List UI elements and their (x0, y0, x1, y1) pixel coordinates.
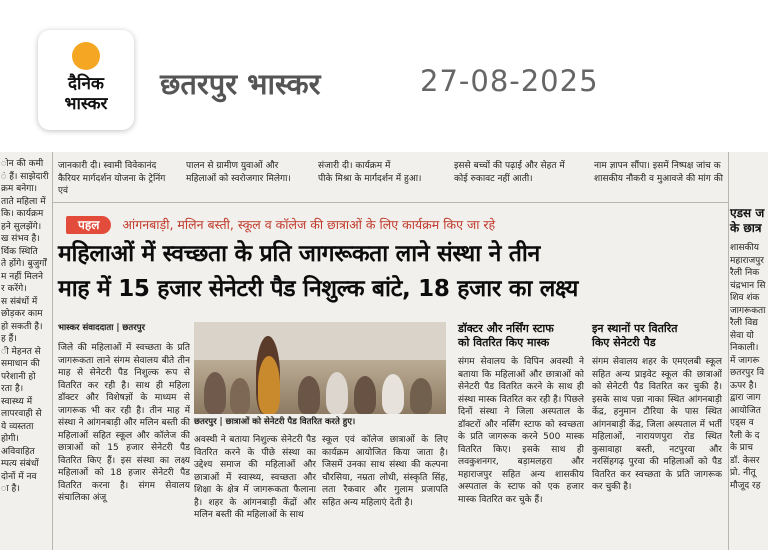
subhead-locations (592, 322, 678, 350)
top-strip-2 (186, 152, 304, 198)
story-tag: पहल (66, 216, 111, 234)
story-kicker: आंगनबाड़ी, मलिन बस्ती, स्कूल व कॉलेज की छात्राओं के लिए कार्यक्रम किए जा रहे (122, 217, 496, 232)
top-strip-5 (594, 152, 766, 198)
left-cut-line: रता है। (1, 384, 24, 394)
right-cut-line: जागरूकता (730, 305, 766, 316)
photo-person (298, 376, 320, 414)
right-cut-line: प्रो. नीतू (730, 468, 756, 478)
left-cut-line: र्थिक स्थिति (1, 246, 38, 257)
edition-title: छतरपुर भास्कर (160, 67, 321, 101)
subhead-line: किए सेनेटरी पैड (592, 336, 656, 349)
left-cut-line: हने सुलझेंगे। (1, 221, 42, 232)
dainik-bhaskar-logo[interactable] (38, 30, 134, 130)
left-cut-line: म नहीं मिलने (1, 271, 44, 282)
logo-line-2: भास्कर (64, 94, 108, 114)
photo-person (410, 378, 432, 414)
right-cut-line: शिव शंक (730, 293, 760, 303)
edition-date: 27-08-2025 (420, 64, 599, 98)
story-column-3: स्कूल एवं कॉलेज छात्राओं के लिए कार्यक्रम आयोजित किया जाता है। जिसमें उनका साथ संस्था की कल्पना चौरसिया, नम्रता लोधी, संस्कृति सिंह, लता रैकवार और गुलाम प्रजापति सहित अन्य महिलाएं देती है। (322, 435, 448, 508)
right-cut-line: के प्राच (730, 443, 753, 453)
subhead-line: इन स्थानों पर वितरित (592, 322, 678, 335)
right-cut-line: द्वारा जाग (730, 393, 761, 403)
page-header (0, 0, 768, 152)
newspaper-clipping[interactable] (0, 152, 768, 550)
left-cut-line: म्पत्य संबंधों (1, 459, 39, 469)
subhead-line: डॉक्टर और नर्सिंग स्टाफ (458, 322, 554, 335)
strip-divider (52, 202, 728, 203)
subhead-masks (458, 322, 554, 350)
left-cut-line: ख संभव है। (1, 234, 40, 244)
left-cut-line: ं हैं। साझेदारी (1, 171, 49, 182)
headline-line-2: माह में 15 हजार सेनेटरी पैड निशुल्क बांटे, 18 हजार का लक्ष्य (58, 276, 579, 302)
right-cut-line: रैली के द (730, 430, 760, 441)
left-cut-line: क्रम बनेगा। (1, 184, 38, 194)
left-cut-line: ा है। (1, 484, 20, 494)
photo-person (326, 372, 348, 414)
strip-line: संजारी दी। कार्यक्रम में (318, 161, 391, 171)
left-cut-line: कि। कार्यक्रम (1, 209, 44, 219)
story-column-5: संगम सेवालय शहर के एमएलबी स्कूल सहित अन्य प्राइवेट स्कूल की छात्राओं को सेनेटरी पैड वितरित कर चुकी है। इसके साथ पन्ना नाका स्थित आंगनबाड़ी केंद्र, हनुमान टौरिया के पास स्थित आंगनबाड़ी केंद्र, जिला अस्पताल में भर्ती महिलाओं, नारायणपुरा रोड स्थित कुसावाहा बस्ती, नटपुरवा और नरसिंहगढ़ पुरवा की महिलाओं को पैड वितरित कर स्वच्छता के प्रति जागरूक कर चुकी है। (592, 357, 722, 492)
right-cut-line: एड्स व (730, 418, 754, 428)
right-cut-line: आयोजित (730, 405, 761, 416)
left-cut-line: ताते महिला में (1, 196, 46, 207)
right-cut-line: रैली विद्य (730, 318, 758, 328)
right-cut-line: निकाली। (730, 343, 759, 353)
right-body (730, 242, 768, 492)
top-strip-3 (318, 152, 444, 198)
photo-wall (194, 322, 446, 360)
top-strip-4 (454, 152, 584, 198)
left-cut-line: दोनों में नव (1, 471, 37, 482)
byline: भास्कर संवाददाता | छतरपुर (58, 323, 146, 333)
right-cut-line: रैली निक (730, 268, 760, 278)
story-photo[interactable] (194, 322, 446, 414)
right-heading-line: के छात्र (730, 221, 762, 235)
right-cut-line: छतरपुर वि (730, 368, 765, 378)
left-cut-line: अविवाहित (1, 446, 35, 457)
left-cut-line: छोड़कर काम (1, 309, 43, 319)
photo-person (204, 372, 226, 414)
photo-person (258, 356, 280, 414)
column-rule (728, 152, 729, 550)
right-cut-line: डॉ. केसर (730, 455, 760, 466)
left-cut-line: स संबंधों में (1, 296, 38, 307)
story-column-4: संगम सेवालय के विपिन अवस्थी ने बताया कि महिलाओं और छात्राओं को सेनेटरी पैड वितरित करने के साथ ही संस्था मास्क वितरित कर रही है। पिछले दिनों संस्था ने जिला अस्पताल के डॉक्टरों और नर्सिंग स्टाफ को स्वच्छता के प्रति जागरूक करने 500 मास्क वितरित किए। इसके साथ ही लवकुशनगर, बड़ामलहरा और महाराजपुर सहित अन्य शासकीय अस्पताल के स्टाफ को एक हजार मास्क वितरित कर चुके हैं। (458, 357, 584, 505)
right-cut-line: में जागरू (730, 355, 760, 366)
right-cut-line: मौजूद रह (730, 480, 761, 491)
strip-line: नाम ज्ञापन सौंपा। इसमें निष्पक्ष जांच क (594, 161, 721, 171)
strip-line: शासकीय नौकरी व मुआवजे की मांग की (594, 173, 723, 184)
strip-line: कैरियर मार्गदर्शन योजना के ट्रेनिंग एवं (58, 173, 166, 196)
photo-person (230, 378, 250, 414)
photo-person (354, 376, 376, 414)
strip-line: कोई रुकावट नहीं आती। (454, 173, 533, 184)
right-heading-line: एडस ज (730, 206, 765, 220)
left-cut-line: होगी। (1, 434, 19, 444)
photo-caption: छतरपुर | छात्राओं को सेनेटरी पैड वितरित करते हुए। (194, 417, 356, 427)
right-cut-line: ऊपर है। (730, 380, 757, 391)
left-cut-line: र करेंगे। (1, 284, 27, 294)
headline-line-1: महिलाओं में स्वच्छता के प्रति जागरूकता लाने संस्था ने तीन (58, 241, 540, 267)
kicker-row (66, 214, 495, 234)
strip-line: पालन से ग्रामीण युवाओं और (186, 161, 279, 171)
right-cut-line: महाराजपुर (730, 255, 764, 266)
left-cut-line: लापरवाही से (1, 409, 42, 419)
left-cut-line: ये व्यस्तता (1, 421, 34, 432)
left-cut-line: हो सकती है। (1, 321, 43, 332)
story-column-1: जिले की महिलाओं में स्वच्छता के प्रति जागरूकता लाने संगम सेवालय बीते तीन माह से सेनेटरी पैड निशुल्क रूप से वितरित कर रही है। साथ ही महिला डॉक्टर और विशेषज्ञों के माध्यम से जागरूक भी कर रही है। तीन माह में संस्था ने आंगनबाड़ी और मलिन बस्ती की महिलाओं सहित स्कूल और कॉलेज की छात्राओं को 15 हजार सेनेटरी पैड वितरित किए हैं। इस संस्था का लक्ष्य महिलाओं को 18 हजार सेनेटरी पैड वितरित करना है। संगम सेवालय संचालिका अंजू (58, 343, 190, 503)
photo-person (382, 374, 404, 414)
left-cut-line: ोन की कमी (1, 159, 44, 169)
story-column-2: अवस्थी ने बताया निशुल्क सेनेटरी पैड वितरित करने के पीछे संस्था का उद्देश्य समाज की महिलाओं और छात्राओं में स्वास्थ्य, स्वच्छता और शिक्षा के क्षेत्र में जागरूकता फैलाना है। शहर के आंगनबाड़ी केंद्रों और मलिन बस्ती की महिलाओं के साथ (194, 435, 316, 520)
right-cut-line: सेवा यो (730, 330, 754, 341)
left-cut-column (0, 152, 50, 550)
left-cut-line: ते होंगे। बुजुर्गों (1, 259, 47, 269)
strip-line: पीके मिश्रा के मार्गदर्शन में हुआ। (318, 173, 422, 184)
right-cut-line: चंद्रभान सि (730, 280, 766, 291)
strip-line: जानकारी दी। स्वामी विवेकानंद (58, 161, 157, 171)
strip-line: महिलाओं को स्वरोजगार मिलेगा। (186, 173, 291, 184)
strip-line: इससे बच्चों की पढ़ाई और सेहत में (454, 161, 565, 171)
right-cut-column (730, 206, 768, 550)
left-cut-line: परेशानी हो (1, 371, 36, 382)
left-cut-line: ह हैं। (1, 334, 17, 344)
subhead-line: को वितरित किए मास्क (458, 336, 550, 349)
left-cut-line: समाधान की (1, 359, 40, 369)
sun-icon (72, 42, 100, 70)
right-cut-line: शासकीय (730, 243, 759, 253)
column-rule (52, 152, 53, 550)
left-cut-line: ी मेहनत से (1, 346, 41, 357)
logo-line-1: दैनिक (68, 74, 104, 94)
left-cut-line: स्वास्थ्य में (1, 396, 33, 407)
top-strip-1 (58, 152, 178, 198)
